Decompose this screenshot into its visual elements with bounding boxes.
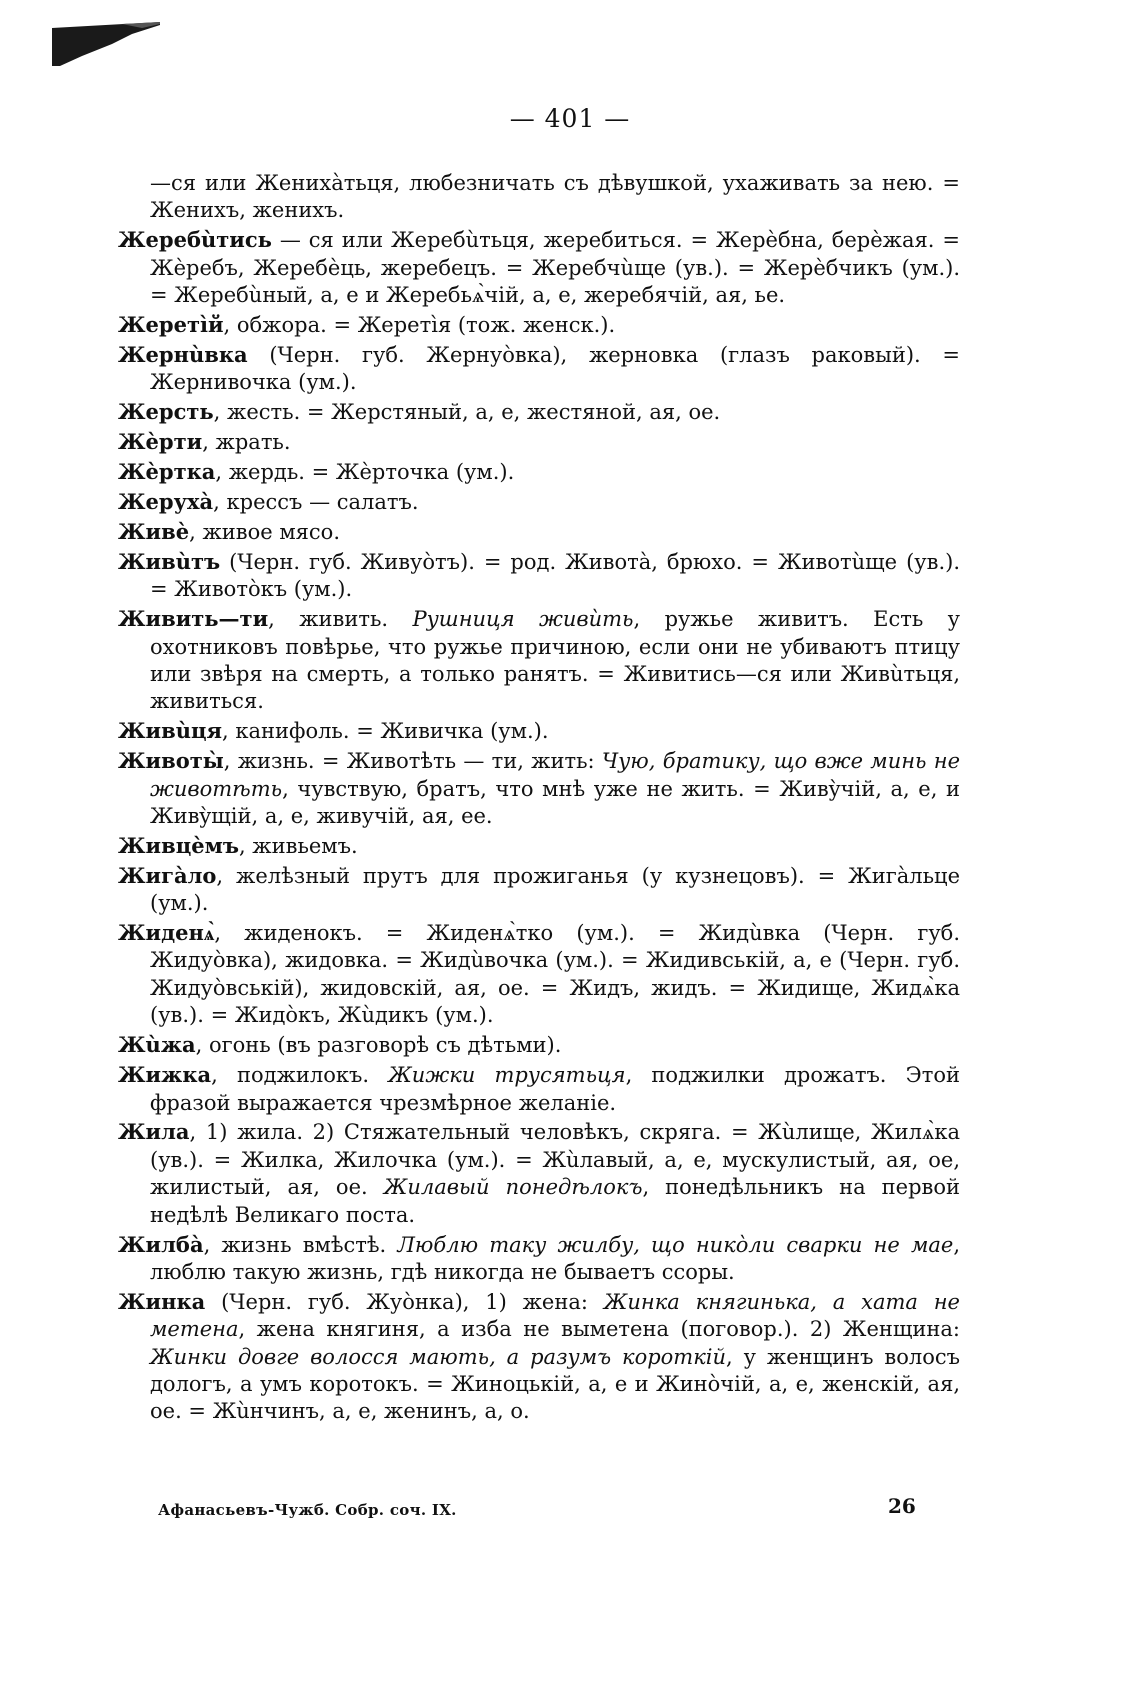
entry-zherukha: Жерухà, крессъ — салатъ.	[118, 488, 419, 514]
footer-source: Афанасьевъ-Чужб. Собр. соч. IX.	[158, 1501, 457, 1519]
entry-zhyvit: Живùтъ (Черн. губ. Живуòтъ). = род. Животà, брюхо. = Животùще (ув.). = Животòкъ (ум.).	[118, 548, 960, 602]
entry-zhyzha: Жùжа, огонь (въ разговорѣ съ дѣтьми).	[118, 1032, 562, 1058]
footer-signature: 26	[888, 1494, 916, 1518]
entry-zhyvytsia: Живùця, канифоль. = Живичка (ум.).	[118, 718, 549, 744]
page-number: — 401 —	[509, 104, 631, 133]
entry-zhynka: Жинка (Черн. губ. Жуòнка), 1) жена: Жинка княгинька, а хата не метена, жена княгиня, а изба не выметена (поговор.). 2) Женщина: Жинки довге волосся мають, а разумъ короткій, у женщинъ волосъ дологъ, а умъ коротокъ. = Жиноцькій, а, е и Жинòчій, а, е, женскій, ая, ое. = Жùнчинъ, а, е, женинъ, а, о.	[118, 1288, 961, 1424]
entry-zhernyvka: Жернùвка (Черн. губ. Жернуòвка), жерновка (глазъ раковый). = Жернивочка (ум.).	[118, 341, 960, 395]
entry-zhyvyty: Живить—ти, живить. Рушниця живùть, ружье живитъ. Есть у охотниковъ повѣрье, что ружье причиною, если они не убиваютъ птицу или звѣря на смерть, а только ранятъ. = Живитись—ся или Живùтьця, живиться.	[118, 606, 961, 714]
entry-zhydenia: Жиденѧ̀, жиденокъ. = Жиденѧ̀тко (ум.). = Жидùвка (Черн. губ. Жидуòвка), жидовка. = Жидùвочка (ум.). = Жидивській, а, е (Черн. губ. Жидуòвській), жидовскій, ая, ое. = Жидъ, жидъ. = Жидище, Жидѧ̀ка (ув.). = Жидòкъ, Жùдикъ (ум.).	[118, 920, 960, 1028]
entry-zherst: Жерсть, жесть. = Жерстяный, а, е, жестяной, ая, ое.	[118, 399, 721, 425]
entry-zhyzhka: Жижка, поджилокъ. Жижки трусятьця, поджилки дрожатъ. Этой фразой выражается чрезмѣрное желаніе.	[118, 1062, 960, 1115]
entry-zherty: Жѐрти, жрать.	[118, 429, 291, 455]
entry-zheretiy: Жеретìй, обжора. = Жеретìя (тож. женск.).	[118, 312, 616, 338]
entry-zhertka: Жѐртка, жердь. = Жѐрточка (ум.).	[118, 459, 515, 485]
dictionary-body	[118, 170, 960, 1427]
entry-zhyhalo: Жигàло, желѣзный прутъ для прожиганья (у кузнецовъ). = Жигàльце (ум.).	[118, 862, 960, 916]
entry-zhyla: Жила, 1) жила. 2) Стяжательный человѣкъ, скряга. = Жùлище, Жилѧ̀ка (ув.). = Жилка, Жилочка (ум.). = Жùлавый, а, е, мускулистый, ая, ое, жилистый, ая, ое. Жилавый понедѣлокъ, понедѣльникъ на первой недѣлѣ Великаго поста.	[118, 1119, 960, 1227]
entry-continuation: —ся или Женихàтьця, любезничать съ дѣвушкой, ухаживать за нею. = Женихъ, женихъ.	[150, 171, 960, 223]
entry-zhyve: Живѐ, живое мясо.	[118, 518, 340, 544]
entry-zhyvtsem: Живцѐмъ, живьемъ.	[118, 832, 358, 858]
entry-zhyvoty: Животы̀, жизнь. = Животѣть — ти, жить: Чую, братику, що вже минь не животѣть, чувствую, братъ, что мнѣ уже не жить. = Живỳчій, а, е, и Живỳщій, а, е, живучій, ая, ее.	[118, 748, 961, 828]
scan-artifact	[52, 22, 160, 68]
entry-zhylba: Жилбà, жизнь вмѣстѣ. Люблю таку жилбу, що никòли сварки не мае, люблю такую жизнь, гдѣ никогда не бываетъ ссоры.	[118, 1231, 960, 1284]
entry-zherebytys: Жеребùтись — ся или Жеребùтьця, жеребиться. = Жерѐбна, берѐжая. = Жѐребъ, Жеребѐць, жеребецъ. = Жеребчùще (ув.). = Жерѐбчикъ (ум.). = Жеребùный, а, е и Жеребьѧ̀чій, а, е, жеребячій, ая, ье.	[118, 227, 960, 308]
